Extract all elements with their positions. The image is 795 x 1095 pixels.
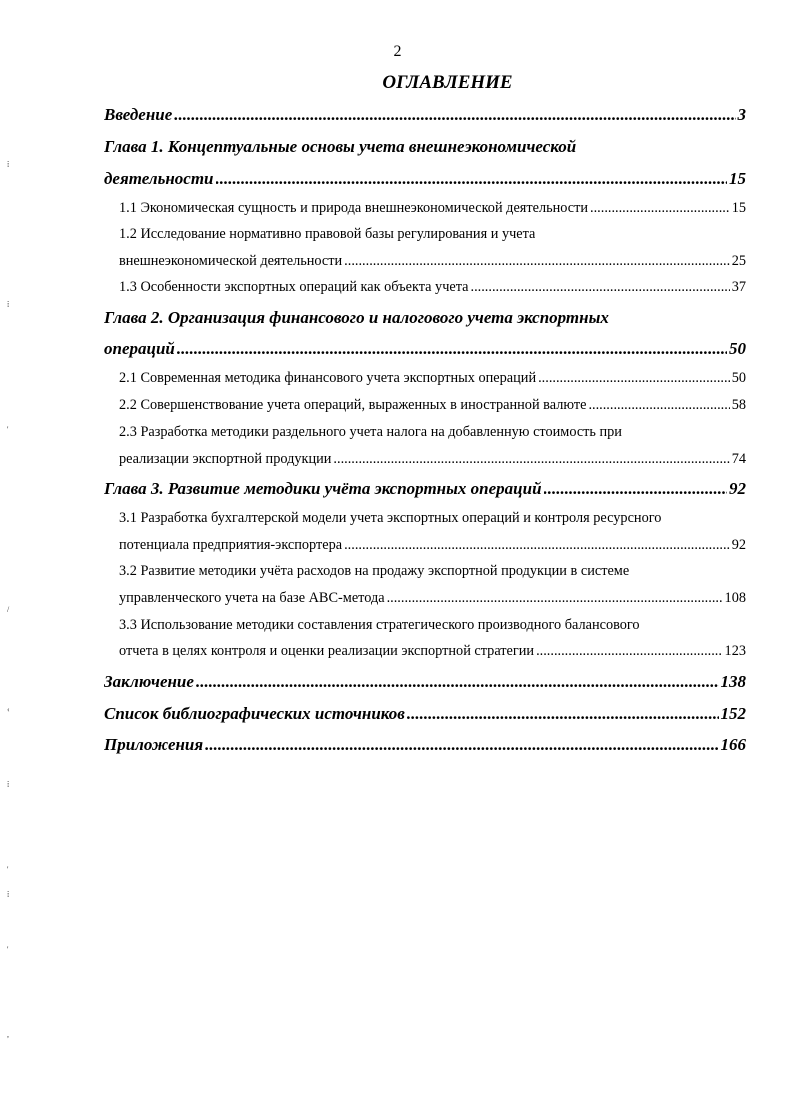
- toc-entry-page: 15: [731, 200, 746, 216]
- dot-leader: [196, 672, 719, 692]
- toc-entry-chapter2[interactable]: [104, 339, 746, 359]
- toc-entry-chapter3[interactable]: [104, 479, 746, 499]
- toc-section-3-1-line1[interactable]: 3.1 Разработка бухгалтерской модели учета экспортных операций и контроля ресурсного: [119, 510, 662, 526]
- toc-entry-section-1-3[interactable]: [119, 279, 746, 296]
- toc-section-3-2-line1[interactable]: 3.2 Развитие методики учёта расходов на продажу экспортной продукции в системе: [119, 563, 630, 579]
- toc-entry-label: 2.2 Совершенствование учета операций, выраженных в иностранной валюте: [119, 397, 587, 413]
- toc-entry-section-3-1[interactable]: [119, 537, 746, 554]
- toc-entry-page: 50: [729, 339, 746, 358]
- dot-leader: [205, 735, 718, 755]
- scan-mark: ': [7, 425, 9, 434]
- dot-leader: [538, 370, 730, 387]
- toc-entry-label: Введение: [104, 105, 173, 124]
- toc-entry-page: 58: [731, 397, 746, 413]
- toc-entry-page: 92: [731, 537, 746, 553]
- toc-section-3-3-line1[interactable]: 3.3 Использование методики составления стратегического производного балансового: [119, 617, 640, 633]
- toc-entry-section-1-2[interactable]: [119, 253, 746, 270]
- toc-entry-page: 25: [731, 253, 746, 269]
- toc-entry-references[interactable]: [104, 704, 746, 724]
- toc-entry-appendices[interactable]: [104, 735, 746, 755]
- toc-entry-page: 37: [731, 279, 746, 295]
- scan-mark: ⁞: [7, 300, 10, 309]
- toc-entry-label: 2.1 Современная методика финансового учета экспортных операций: [119, 370, 537, 386]
- toc-chapter2-line1[interactable]: Глава 2. Организация финансового и налогового учета экспортных: [104, 308, 609, 327]
- dot-leader: [344, 537, 730, 554]
- toc-entry-label: внешнеэкономической деятельности: [119, 253, 343, 269]
- toc-entry-label: деятельности: [104, 169, 214, 188]
- toc-entry-label: 1.3 Особенности экспортных операций как объекта учета: [119, 279, 469, 295]
- toc-entry-label: Глава 3. Развитие методики учёта экспортных операций: [104, 479, 542, 498]
- toc-entry-conclusion[interactable]: [104, 672, 746, 692]
- toc-entry-label: реализации экспортной продукции: [119, 451, 332, 467]
- dot-leader: [407, 704, 719, 724]
- toc-entry-page: 15: [729, 169, 746, 188]
- dot-leader: [177, 339, 727, 359]
- toc-entry-section-3-3[interactable]: [119, 643, 746, 660]
- dot-leader: [471, 279, 730, 296]
- toc-entry-page: 92: [729, 479, 746, 498]
- toc-entry-label: потенциала предприятия-экспортера: [119, 537, 343, 553]
- scan-mark: ⁞: [7, 780, 10, 789]
- toc-entry-label: управленческого учета на базе АВС-метода: [119, 590, 385, 606]
- dot-leader: [333, 451, 729, 468]
- toc-entry-section-2-2[interactable]: [119, 397, 746, 414]
- toc-section-2-3-line1[interactable]: 2.3 Разработка методики раздельного учета налога на добавленную стоимость при: [119, 424, 622, 440]
- toc-entry-page: 138: [720, 672, 746, 691]
- dot-leader: [590, 200, 730, 217]
- dot-leader: [588, 397, 729, 414]
- dot-leader: [216, 169, 727, 189]
- dot-leader: [344, 253, 730, 270]
- scan-mark: ': [7, 865, 9, 874]
- scan-mark: /: [7, 605, 10, 614]
- toc-title: ОГЛАВЛЕНИЕ: [382, 72, 513, 93]
- toc-entry-page: 50: [731, 370, 746, 386]
- toc-entry-section-2-1[interactable]: [119, 370, 746, 387]
- toc-entry-page: 3: [737, 105, 746, 124]
- dot-leader: [174, 105, 735, 125]
- toc-entry-page: 166: [720, 735, 746, 754]
- toc-chapter1-line1[interactable]: Глава 1. Концептуальные основы учета внешнеэкономической: [104, 137, 577, 156]
- toc-entry-page: 74: [731, 451, 746, 467]
- toc-entry-label: 1.1 Экономическая сущность и природа внешнеэкономической деятельности: [119, 200, 589, 216]
- toc-section-1-2-line1[interactable]: 1.2 Исследование нормативно правовой базы регулирования и учета: [119, 226, 536, 242]
- toc-entry-label: отчета в целях контроля и оценки реализации экспортной стратегии: [119, 643, 535, 659]
- toc-entry-page: 123: [724, 643, 746, 659]
- dot-leader: [536, 643, 722, 660]
- toc-entry-chapter1[interactable]: [104, 169, 746, 189]
- scan-mark: ': [7, 945, 9, 954]
- toc-entry-section-3-2[interactable]: [119, 590, 746, 607]
- toc-entry-section-2-3[interactable]: [119, 451, 746, 468]
- toc-entry-label: операций: [104, 339, 175, 358]
- scan-mark: ⁞: [7, 160, 10, 169]
- toc-entry-label: Заключение: [104, 672, 194, 691]
- page-number: 2: [393, 43, 402, 60]
- toc-entry-section-1-1[interactable]: [119, 200, 746, 217]
- toc-entry-page: 108: [724, 590, 746, 606]
- scan-mark: ,: [7, 1030, 9, 1039]
- dot-leader: [387, 590, 723, 607]
- toc-entry-page: 152: [720, 704, 746, 723]
- scan-mark: ‹: [7, 705, 10, 714]
- toc-entry-label: Приложения: [104, 735, 204, 754]
- toc-entry-label: Список библиографических источников: [104, 704, 405, 723]
- scan-mark: ⁞: [7, 890, 10, 899]
- dot-leader: [544, 479, 727, 499]
- toc-entry-intro[interactable]: [104, 105, 746, 125]
